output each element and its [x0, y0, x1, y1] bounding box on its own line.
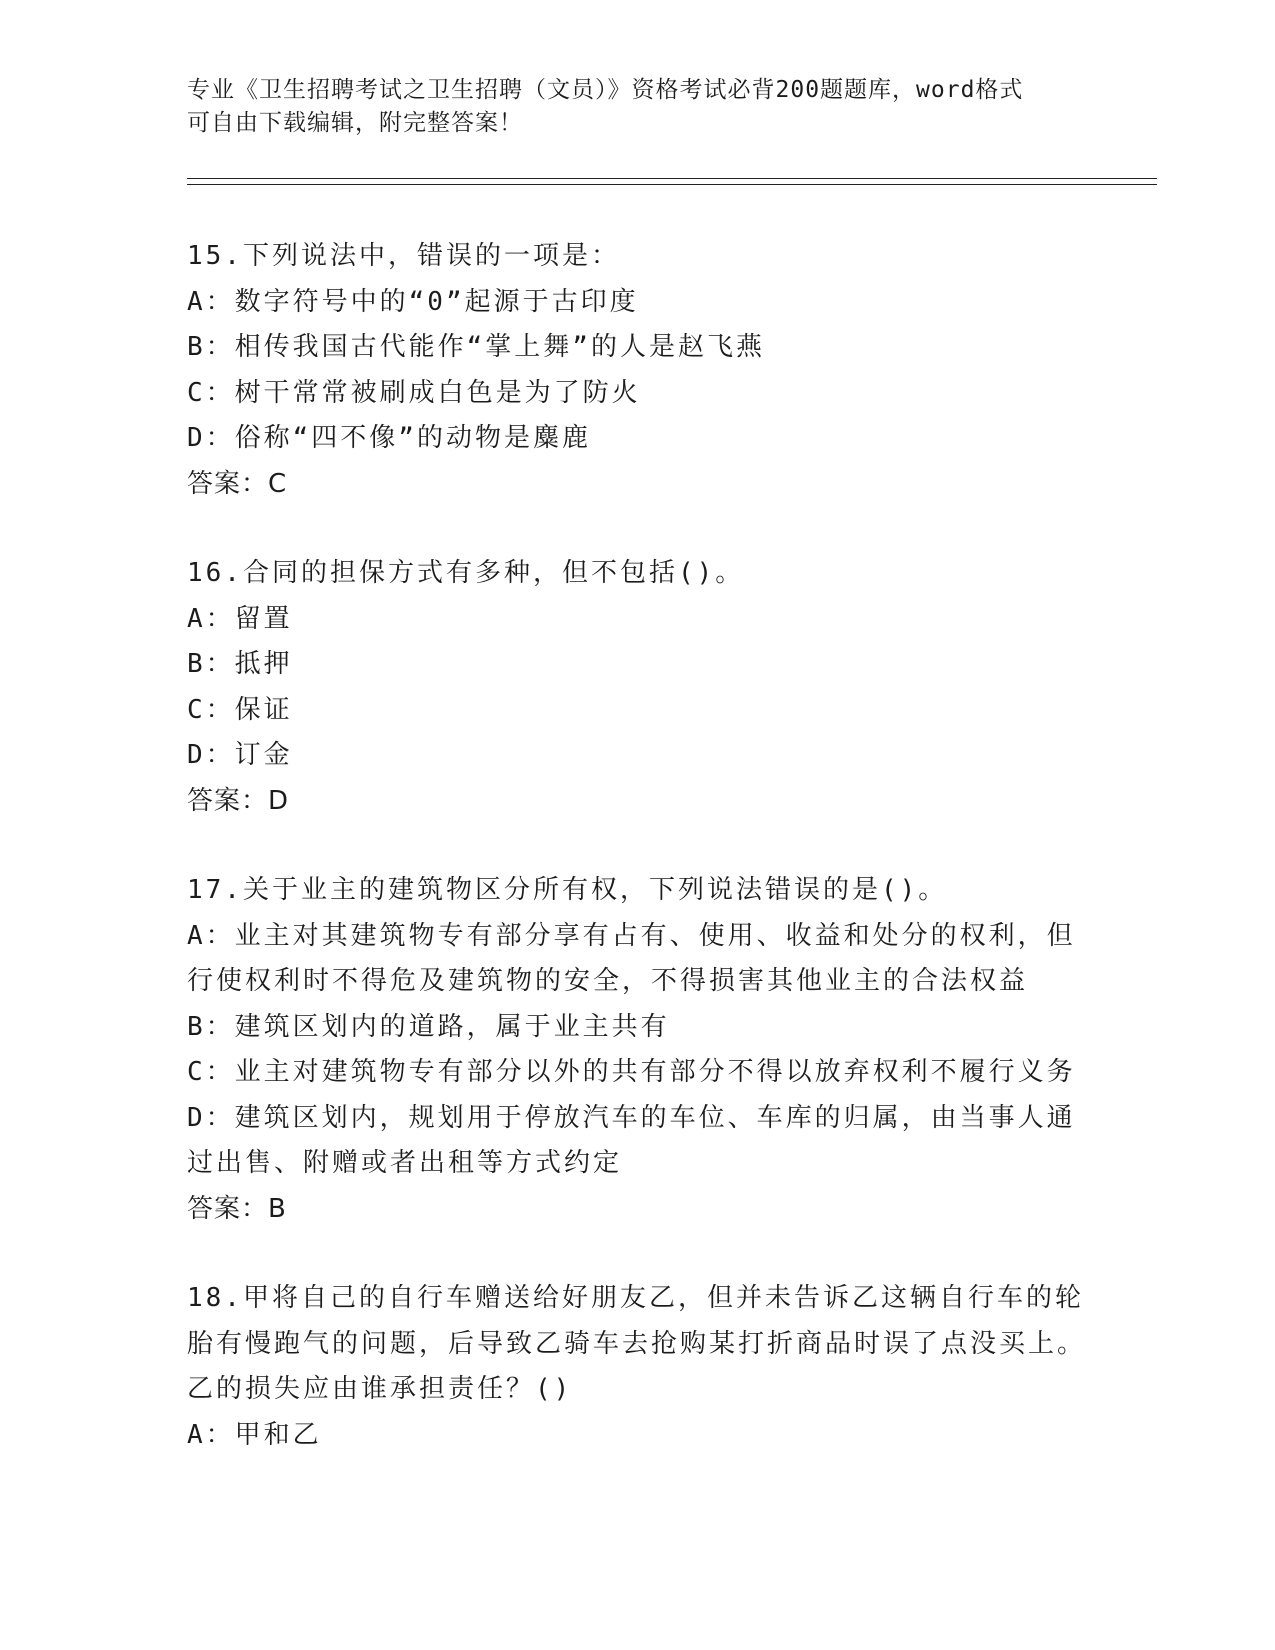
answer-label: 答案：D [187, 785, 290, 816]
answer-label: 答案：C [187, 468, 288, 499]
question-list [187, 234, 1087, 1502]
option-a: A：业主对其建筑物专有部分享有占有、使用、收益和处分的权利，但行使权利时不得危及建筑物的安全，不得损害其他业主的合法权益 [187, 920, 1076, 996]
option-d: D：建筑区划内，规划用于停放汽车的车位、车库的归属，由当事人通过出售、附赠或者出租等方式约定 [187, 1102, 1076, 1178]
option-c: C：业主对建筑物专有部分以外的共有部分不得以放弃权利不履行义务 [187, 1057, 1076, 1087]
question-17 [187, 868, 1087, 1232]
question-18 [187, 1276, 1087, 1458]
header-line-2: 可自由下载编辑，附完整答案！ [187, 110, 523, 136]
option-d: D：订金 [187, 740, 293, 770]
answer-label: 答案：B [187, 1193, 287, 1224]
option-b: B：抵押 [187, 649, 293, 679]
question-16 [187, 551, 1087, 824]
question-stem: 15.下列说法中，错误的一项是： [187, 241, 620, 271]
document-header [187, 74, 1087, 140]
header-divider-bottom [187, 184, 1157, 185]
question-stem: 16.合同的担保方式有多种，但不包括()。 [187, 558, 745, 588]
option-a: A：留置 [187, 603, 293, 634]
option-c: C：树干常常被刷成白色是为了防火 [187, 377, 641, 408]
header-divider-top [187, 178, 1157, 179]
option-b: B：相传我国古代能作“掌上舞”的人是赵飞燕 [187, 332, 765, 362]
question-stem: 18.甲将自己的自行车赠送给好朋友乙，但并未告诉乙这辆自行车的轮胎有慢跑气的问题，后导致乙骑车去抢购某打折商品时误了点没买上。乙的损失应由谁承担责任？() [187, 1283, 1087, 1404]
option-c: C：保证 [187, 694, 293, 725]
option-a: A：数字符号中的“0”起源于古印度 [187, 286, 639, 317]
option-a: A：甲和乙 [187, 1419, 322, 1450]
option-d: D：俗称“四不像”的动物是麋鹿 [187, 423, 591, 453]
question-stem: 17.关于业主的建筑物区分所有权，下列说法错误的是()。 [187, 875, 948, 905]
option-b: B：建筑区划内的道路，属于业主共有 [187, 1011, 670, 1042]
question-15 [187, 234, 1087, 507]
header-line-1: 专业《卫生招聘考试之卫生招聘（文员）》资格考试必背200题题库，word格式 [187, 77, 1024, 103]
